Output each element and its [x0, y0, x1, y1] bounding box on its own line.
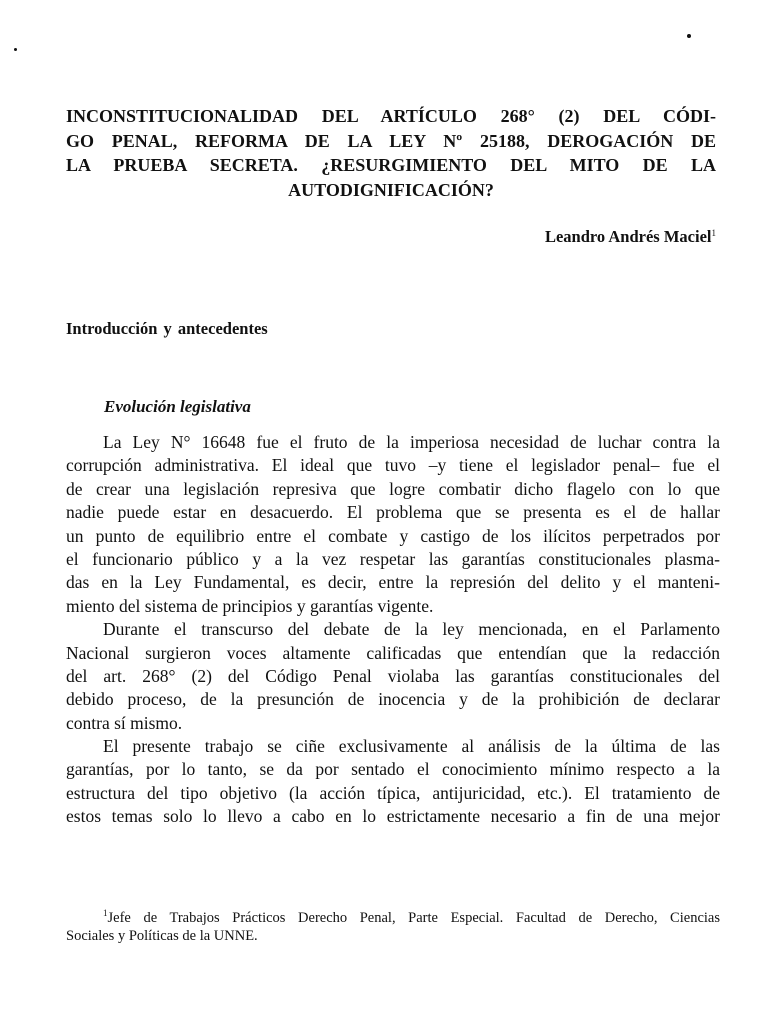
- paragraph: [66, 735, 720, 829]
- text-line: estos temas solo lo llevo a cabo en lo estrictamente necesario a fin de una mejor: [66, 806, 720, 827]
- text-line: un punto de equilibrio entre el combate y castigo de los ilícitos perpetrados por: [66, 525, 720, 546]
- footnote-line: [66, 903, 720, 926]
- footnote-mark: 1: [103, 908, 108, 918]
- body-text: [66, 431, 720, 829]
- title-line: AUTODIGNIFICACIÓN?: [288, 179, 494, 200]
- text-line: debido proceso, de la presunción de inocencia y de la prohibición de declarar: [66, 689, 720, 710]
- text-line: Nacional surgieron voces altamente calificadas que entendían que la redacción: [66, 642, 720, 663]
- text-line: estructura del tipo objetivo (la acción típica, antijuricidad, etc.). El tratamiento de: [66, 782, 720, 803]
- text-line: nadie puede estar en desacuerdo. El problema que se presenta es el de hallar: [66, 502, 720, 523]
- text-line: garantías, por lo tanto, se da por sentado el conocimiento mínimo respecto a la: [66, 759, 720, 780]
- text-line: de crear una legislación represiva que logre combatir dicho flagelo con lo que: [66, 478, 720, 499]
- footnote-line: Sociales y Políticas de la UNNE.: [66, 928, 258, 945]
- text-line: La Ley N° 16648 fue el fruto de la imperiosa necesidad de luchar contra la: [103, 432, 720, 452]
- text-line: contra sí mismo.: [66, 712, 183, 733]
- scan-speck: [14, 48, 17, 51]
- text-line: Durante el transcurso del debate de la ley mencionada, en el Parlamento: [103, 619, 720, 640]
- title-line: LA PRUEBA SECRETA. ¿RESURGIMIENTO DEL MITO DE LA: [66, 155, 716, 175]
- text-line: del art. 268° (2) del Código Penal violaba las garantías constitucionales del: [66, 665, 720, 686]
- article-title: [66, 104, 716, 202]
- text-line: miento del sistema de principios y garantías vigente.: [66, 595, 434, 616]
- footnote-text: Jefe de Trabajos Prácticos Derecho Penal, Parte Especial. Facultad de Derecho, Ciencias: [107, 910, 720, 926]
- text-line: das en la Ley Fundamental, es decir, entre la represión del delito y el manteni-: [66, 572, 720, 593]
- text-line: corrupción administrativa. El ideal que tuvo –y tiene el legislador penal– fue el: [66, 455, 720, 476]
- subsection-heading: Evolución legislativa: [104, 397, 251, 416]
- title-line: GO PENAL, REFORMA DE LA LEY Nº 25188, DEROGACIÓN DE: [66, 130, 716, 151]
- section-heading: Introducción y antecedentes: [66, 319, 268, 338]
- paragraph: [66, 618, 720, 735]
- text-line: el funcionario público y a la vez respetar las garantías constitucionales plasma-: [66, 548, 720, 569]
- footnote: [66, 903, 720, 950]
- paragraph: [66, 431, 720, 618]
- title-line: INCONSTITUCIONALIDAD DEL ARTÍCULO 268° (2) DEL CÓDI-: [66, 106, 716, 126]
- author-name: Leandro Andrés Maciel: [544, 227, 712, 246]
- author-byline: [545, 227, 716, 247]
- scan-speck: [687, 34, 691, 38]
- text-line: El presente trabajo se ciñe exclusivamente al análisis de la última de las: [103, 736, 720, 757]
- author-footnote-mark: 1: [711, 228, 716, 238]
